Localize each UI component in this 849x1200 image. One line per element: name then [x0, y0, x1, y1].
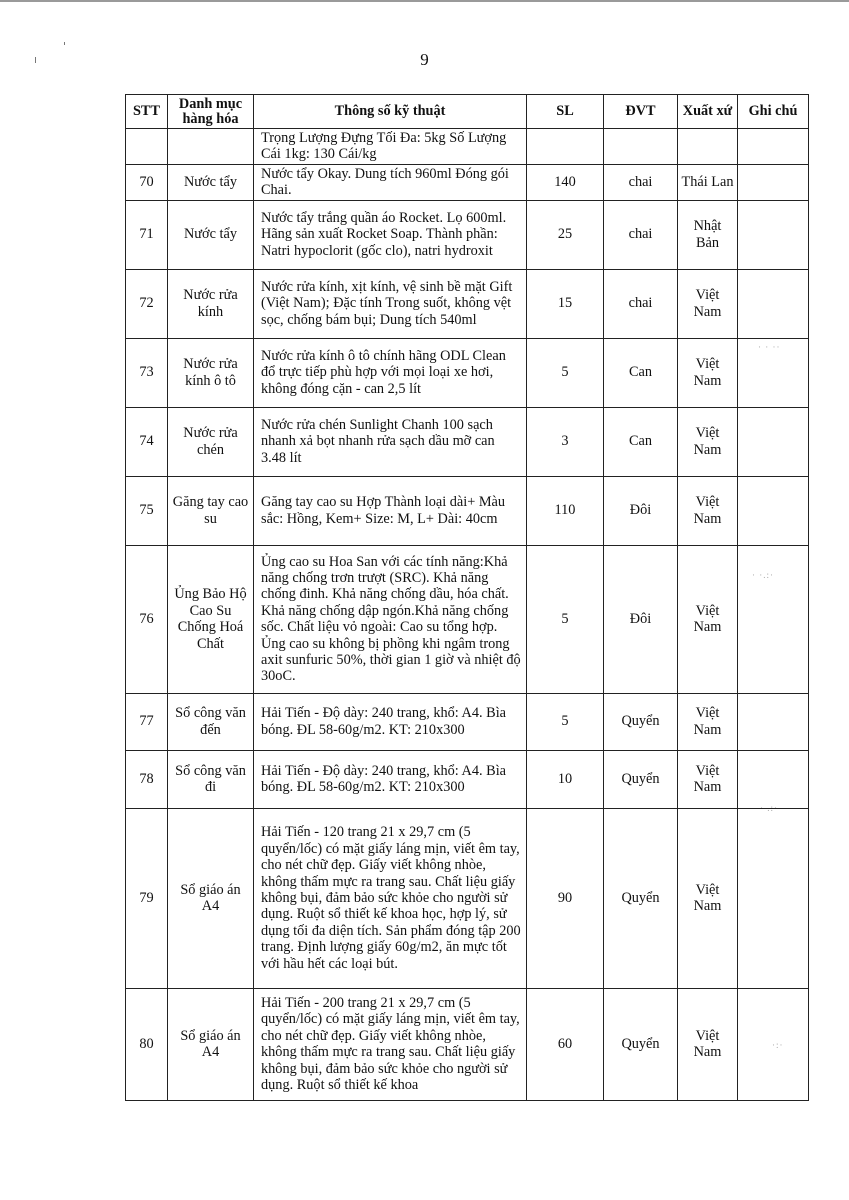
- cell-note: [738, 407, 809, 476]
- cell-unit: [604, 129, 678, 165]
- cell-spec: Ủng cao su Hoa San với các tính năng:Khả năng chống trơn trượt (SRC). Khả năng chống đinh. Khả năng chống dầu, hóa chất. Khả năng chống dập ngón.Khả năng chống sốc. Chất liệu vỏ ngoài: Cao su tổng hợp. Ủng cao su không bị phồng khi ngâm trong axit sunfuric 50%, thời gian 1 giờ và nhiệt độ 30oC.: [254, 545, 527, 693]
- table-row: [126, 476, 809, 545]
- cell-name: Nước tẩy: [168, 164, 254, 200]
- cell-name: Nước rửa kính ô tô: [168, 338, 254, 407]
- cell-note: [738, 164, 809, 200]
- table-header-row: [126, 95, 809, 129]
- table-row: [126, 200, 809, 269]
- cell-stt: 80: [126, 988, 168, 1100]
- cell-note: [738, 545, 809, 693]
- cell-qty: 5: [527, 693, 604, 750]
- cell-stt: 77: [126, 693, 168, 750]
- cell-name: Nước rửa kính: [168, 269, 254, 338]
- table-row: [126, 164, 809, 200]
- table-row: [126, 693, 809, 750]
- specification-table: [125, 94, 809, 1101]
- scan-smudge: · · ··: [758, 342, 781, 352]
- cell-spec: Nước rửa kính, xịt kính, vệ sinh bề mặt Gift (Việt Nam); Đặc tính Trong suốt, không vệt sọc, chống bám bụi; Dung tích 540ml: [254, 269, 527, 338]
- cell-origin: Nhật Bản: [678, 200, 738, 269]
- cell-note: [738, 808, 809, 988]
- cell-unit: Đôi: [604, 545, 678, 693]
- cell-note: [738, 988, 809, 1100]
- cell-spec: Nước tẩy trắng quần áo Rocket. Lọ 600ml. Hãng sản xuất Rocket Soap. Thành phần: Natri hypoclorit (gốc clo), natri hydroxit: [254, 200, 527, 269]
- scan-smudge: · .:·: [760, 803, 778, 813]
- cell-unit: chai: [604, 164, 678, 200]
- cell-qty: 5: [527, 338, 604, 407]
- cell-unit: Quyển: [604, 693, 678, 750]
- cell-qty: 3: [527, 407, 604, 476]
- page-number: 9: [420, 50, 429, 69]
- cell-note: [738, 338, 809, 407]
- header-stt: STT: [126, 95, 168, 129]
- table-row: [126, 269, 809, 338]
- cell-spec: Nước tẩy Okay. Dung tích 960ml Đóng gói Chai.: [254, 164, 527, 200]
- cell-name: Sổ công văn đến: [168, 693, 254, 750]
- cell-spec: Nước rửa kính ô tô chính hãng ODL Clean đổ trực tiếp phù hợp với mọi loại xe hơi, không đóng cặn - can 2,5 lít: [254, 338, 527, 407]
- cell-name: Sổ giáo án A4: [168, 808, 254, 988]
- cell-note: [738, 693, 809, 750]
- cell-qty: 90: [527, 808, 604, 988]
- cell-origin: Việt Nam: [678, 750, 738, 808]
- cell-name: [168, 129, 254, 165]
- cell-name: Sổ công văn đi: [168, 750, 254, 808]
- cell-qty: [527, 129, 604, 165]
- table-row: [126, 129, 809, 165]
- cell-stt: 72: [126, 269, 168, 338]
- cell-origin: Việt Nam: [678, 407, 738, 476]
- cell-stt: 75: [126, 476, 168, 545]
- header-qty: SL: [527, 95, 604, 129]
- cell-unit: Quyển: [604, 750, 678, 808]
- cell-unit: Quyển: [604, 988, 678, 1100]
- cell-note: [738, 476, 809, 545]
- cell-stt: 76: [126, 545, 168, 693]
- scan-smudge: · ·.:·: [752, 570, 774, 580]
- cell-unit: Can: [604, 338, 678, 407]
- cell-unit: Can: [604, 407, 678, 476]
- table-row: [126, 338, 809, 407]
- cell-spec: Hải Tiến - Độ dày: 240 trang, khổ: A4. Bìa bóng. ĐL 58-60g/m2. KT: 210x300: [254, 693, 527, 750]
- cell-qty: 110: [527, 476, 604, 545]
- cell-qty: 10: [527, 750, 604, 808]
- cell-qty: 140: [527, 164, 604, 200]
- cell-origin: Việt Nam: [678, 988, 738, 1100]
- cell-origin: Việt Nam: [678, 693, 738, 750]
- cell-stt: 79: [126, 808, 168, 988]
- cell-origin: Việt Nam: [678, 269, 738, 338]
- cell-unit: chai: [604, 200, 678, 269]
- cell-origin: Việt Nam: [678, 338, 738, 407]
- cell-stt: [126, 129, 168, 165]
- cell-stt: 78: [126, 750, 168, 808]
- cell-stt: 70: [126, 164, 168, 200]
- cell-spec: Nước rửa chén Sunlight Chanh 100 sạch nhanh xả bọt nhanh rửa sạch dầu mỡ can 3.48 lít: [254, 407, 527, 476]
- header-unit: ĐVT: [604, 95, 678, 129]
- cell-name: Găng tay cao su: [168, 476, 254, 545]
- cell-spec: Trọng Lượng Đựng Tối Đa: 5kg Số Lượng Cái 1kg: 130 Cái/kg: [254, 129, 527, 165]
- cell-spec: Găng tay cao su Hợp Thành loại dài+ Màu sắc: Hồng, Kem+ Size: M, L+ Dài: 40cm: [254, 476, 527, 545]
- cell-name: Nước tẩy: [168, 200, 254, 269]
- table-row: [126, 545, 809, 693]
- cell-qty: 5: [527, 545, 604, 693]
- cell-origin: Thái Lan: [678, 164, 738, 200]
- cell-unit: Quyển: [604, 808, 678, 988]
- table-row: [126, 988, 809, 1100]
- cell-unit: Đôi: [604, 476, 678, 545]
- table-row: [126, 407, 809, 476]
- cell-unit: chai: [604, 269, 678, 338]
- cell-name: Sổ giáo án A4: [168, 988, 254, 1100]
- cell-note: [738, 200, 809, 269]
- scan-top-border: [0, 0, 849, 2]
- cell-spec: Hải Tiến - 120 trang 21 x 29,7 cm (5 quyển/lốc) có mặt giấy láng mịn, viết êm tay, cho nét chữ đẹp. Giấy viết không nhòe, không thấm mực ra trang sau. Chất liệu giấy không bụi, đảm bảo sức khỏe cho người sử dụng. Ruột sổ thiết kế khoa học, hợp lý, sử dụng tối đa diện tích. Sản phẩm đóng tập 200 trang. Định lượng giấy 60g/m2, ăn mực tốt với hầu hết các loại bút.: [254, 808, 527, 988]
- cell-note: [738, 129, 809, 165]
- header-origin: Xuất xứ: [678, 95, 738, 129]
- header-spec: Thông số kỹ thuật: [254, 95, 527, 129]
- cell-origin: Việt Nam: [678, 476, 738, 545]
- cell-origin: [678, 129, 738, 165]
- scan-mark: [64, 42, 65, 45]
- cell-note: [738, 269, 809, 338]
- cell-stt: 74: [126, 407, 168, 476]
- cell-origin: Việt Nam: [678, 808, 738, 988]
- cell-qty: 15: [527, 269, 604, 338]
- table-row: [126, 808, 809, 988]
- header-note: Ghi chú: [738, 95, 809, 129]
- cell-qty: 60: [527, 988, 604, 1100]
- cell-name: Nước rửa chén: [168, 407, 254, 476]
- scan-smudge: ·:·: [772, 1040, 784, 1050]
- header-name: Danh mục hàng hóa: [168, 95, 254, 129]
- cell-qty: 25: [527, 200, 604, 269]
- cell-origin: Việt Nam: [678, 545, 738, 693]
- cell-spec: Hải Tiến - Độ dày: 240 trang, khổ: A4. Bìa bóng. ĐL 58-60g/m2. KT: 210x300: [254, 750, 527, 808]
- cell-spec: Hải Tiến - 200 trang 21 x 29,7 cm (5 quyển/lốc) có mặt giấy láng mịn, viết êm tay, cho nét chữ đẹp. Giấy viết không nhòe, không thấm mực ra trang sau. Chất liệu giấy không bụi, đảm bảo sức khỏe cho người sử dụng. Ruột sổ thiết kế khoa: [254, 988, 527, 1100]
- table-row: [126, 750, 809, 808]
- cell-note: [738, 750, 809, 808]
- cell-stt: 71: [126, 200, 168, 269]
- cell-stt: 73: [126, 338, 168, 407]
- cell-name: Ủng Bảo Hộ Cao Su Chống Hoá Chất: [168, 545, 254, 693]
